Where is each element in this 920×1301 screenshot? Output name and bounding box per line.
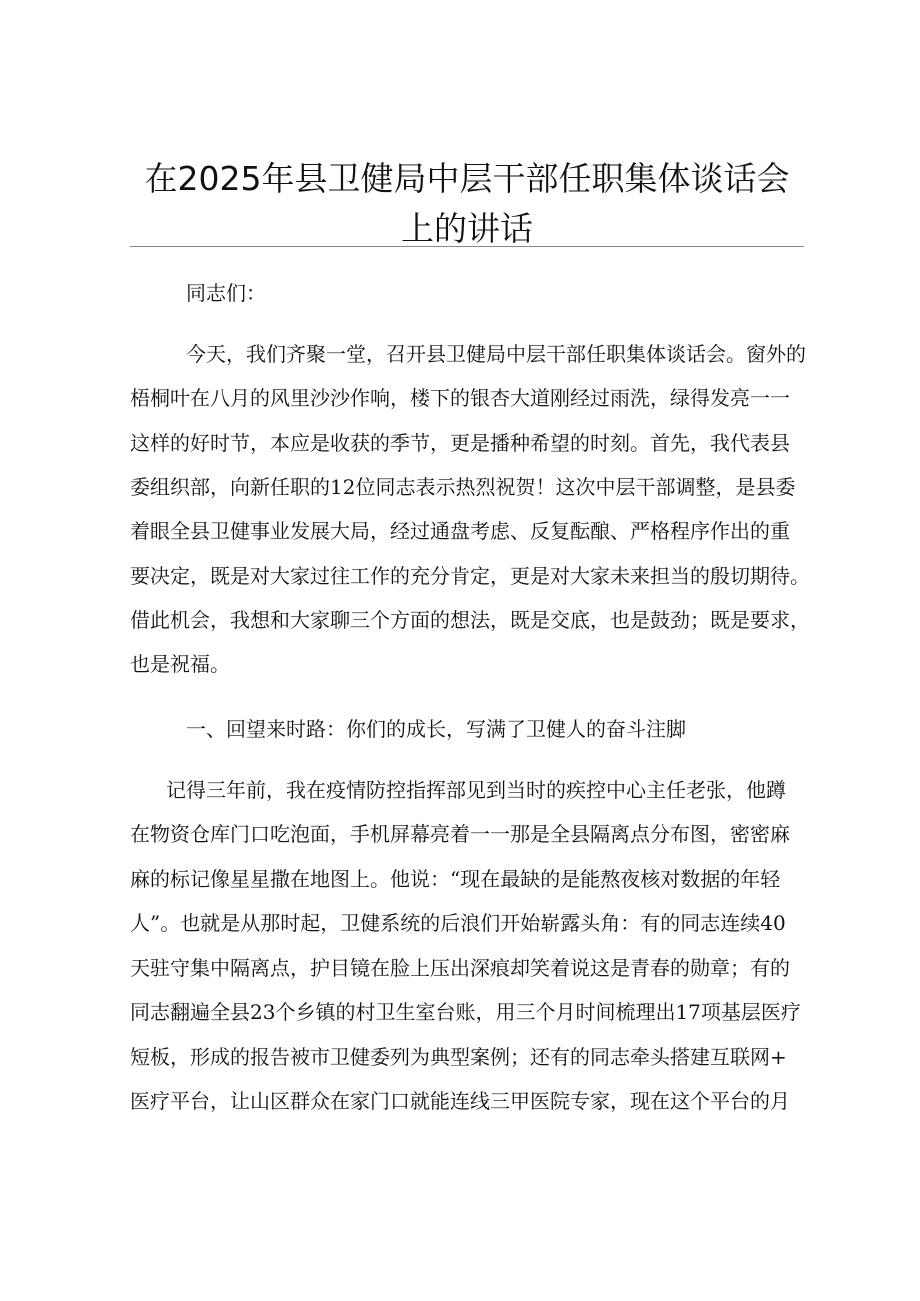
paragraph-2-line-2: 在物资仓库门口吃泡面，手机屏幕亮着一一那是全县隔离点分布图，密密麻 [130,822,790,846]
paragraph-2-line-1: 记得三年前，我在疫情防控指挥部见到当时的疾控中心主任老张，他蹲 [166,778,786,802]
title-line-1: 在2025年县卫健局中层干部任职集体谈话会 [144,159,790,198]
title-line-2: 上的讲话 [401,209,533,248]
paragraph-2-line-7: 短板，形成的报告被市卫健委列为典型案例；还有的同志牵头搭建互联网+ [130,1045,787,1069]
paragraph-1-line-8: 也是祝福。 [130,652,230,676]
paragraph-1-line-1: 今天，我们齐聚一堂，召开县卫健局中层干部任职集体谈话会。窗外的 [186,342,806,366]
paragraph-1-line-6: 要决定，既是对大家过往工作的充分肯定，更是对大家未来担当的殷切期待。 [130,564,810,588]
paragraph-2-line-6: 同志翻遍全县23个乡镇的村卫生室台账，用三个月时间梳理出17项基层医疗 [130,1000,801,1024]
document-title [130,154,804,254]
paragraph-2-line-5: 天驻守集中隔离点，护目镜在脸上压出深痕却笑着说这是青春的勋章；有的 [130,956,790,980]
salutation: 同志们： [186,281,266,305]
paragraph-2-line-3: 麻的标记像星星撒在地图上。他说：“现在最缺的是能熬夜核对数据的年轻 [130,867,781,891]
paragraph-1-line-4: 委组织部，向新任职的12位同志表示热烈祝贺！这次中层干部调整，是县委 [130,475,796,499]
paragraph-1-line-7: 借此机会，我想和大家聊三个方面的想法，既是交底，也是鼓劲；既是要求， [130,608,810,632]
title-divider [130,246,804,247]
paragraph-1-line-3: 这样的好时节，本应是收获的季节，更是播种希望的时刻。首先，我代表县 [130,431,790,455]
paragraph-1-line-2: 梧桐叶在八月的风里沙沙作响，楼下的银杏大道刚经过雨洗，绿得发亮一一 [130,386,790,410]
section-heading-1: 一、回望来时路：你们的成长，写满了卫健人的奋斗注脚 [186,717,686,741]
paragraph-1-line-5: 着眼全县卫健事业发展大局，经过通盘考虑、反复酝酿、严格程序作出的重 [130,519,790,543]
paragraph-2-line-4: 人”。也就是从那时起，卫健系统的后浪们开始崭露头角：有的同志连续40 [130,911,786,935]
paragraph-2-line-8: 医疗平台，让山区群众在家门口就能连线三甲医院专家，现在这个平台的月 [130,1089,790,1113]
